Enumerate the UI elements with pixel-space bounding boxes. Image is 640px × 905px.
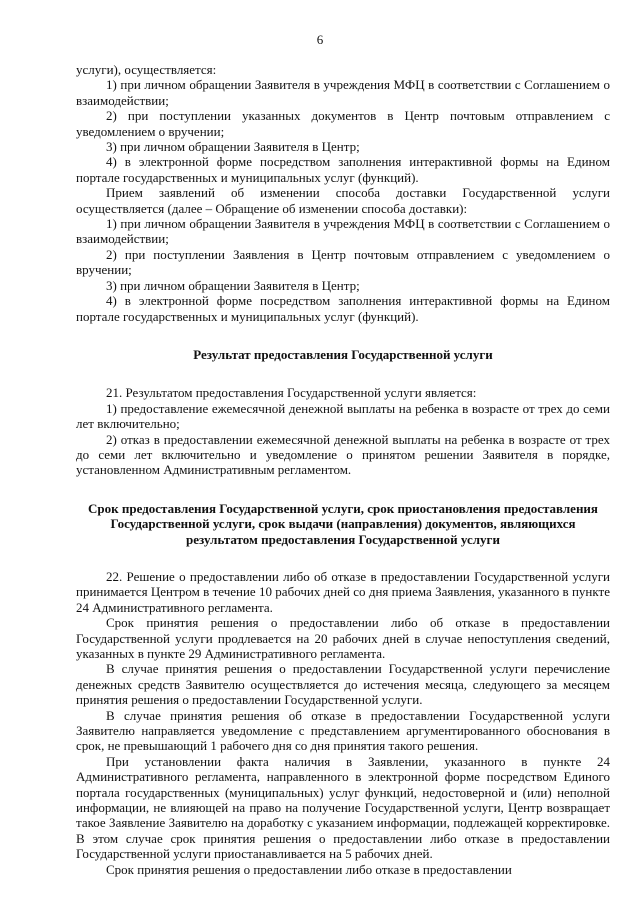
paragraph: 3) при личном обращении Заявителя в Центр; (106, 139, 360, 155)
paragraph: Прием заявлений об изменении способа доставки Государственной услуги осуществляется (далее – Обращение об изменении способа доставки): (76, 185, 610, 216)
paragraph: 2) при поступлении указанных документов в Центр почтовым отправлением с уведомлением о вручении; (76, 108, 610, 139)
paragraph: 21. Результатом предоставления Государственной услуги является: (106, 385, 477, 401)
paragraph: В случае принятия решения о предоставлении Государственной услуги перечисление денежных средств Заявителю осуществляется до истечения месяца, следующего за месяцем принятия решения о предоставлении Государственной услуги. (76, 661, 610, 708)
heading-service-result: Результат предоставления Государственной услуги (193, 346, 493, 362)
section-submission-methods (76, 62, 610, 324)
paragraph: 2) при поступлении Заявления в Центр почтовым отправлением с уведомлением о вручении; (76, 246, 610, 278)
paragraph: 1) при личном обращении Заявителя в учреждения МФЦ в соответствии с Соглашением о взаимодействии; (76, 77, 610, 108)
paragraph: При установлении факта наличия в Заявлении, указанного в пункте 24 Административного регламента, направленного в электронной форме посредством Единого портала государственных (муниципальных) услуг функций, недостоверной и (или) неполной информации, не влияющей на право на получение Государственной услуги, Центр возвращает такое Заявление Заявителю на доработку с указанием информации, подлежащей корректировке. В этом случае срок принятия решения о предоставлении либо отказе в предоставлении Государственной услуги приостанавливается на 5 рабочих дней. (76, 753, 610, 862)
page-number: 6 (316, 32, 324, 47)
section-service-term (76, 569, 610, 877)
paragraph: В случае принятия решения об отказе в предоставлении Государственной услуги Заявителю направляется уведомление с представлением аргументированного обоснования в срок, не превышающий 1 рабочего дня со дня принятия такого решения. (76, 707, 610, 754)
document-body (76, 62, 610, 877)
paragraph: 1) предоставление ежемесячной денежной выплаты на ребенка в возрасте от трех до семи лет включительно; (76, 400, 610, 432)
paragraph: 22. Решение о предоставлении либо об отказе в предоставлении Государственной услуги принимается Центром в течение 10 рабочих дней со дня приема Заявления, указанного в пункте 24 Административного регламента. (76, 568, 610, 615)
paragraph: Срок принятия решения о предоставлении либо об отказе в предоставлении Государственной услуги продлевается на 20 рабочих дней в случае непоступления сведений, указанных в пункте 29 Административного регламента. (76, 615, 610, 661)
paragraph: 1) при личном обращении Заявителя в учреждения МФЦ в соответствии с Соглашением о взаимодействии; (76, 216, 610, 247)
section-service-result (76, 385, 610, 477)
paragraph: 3) при личном обращении Заявителя в Центр; (106, 277, 360, 293)
paragraph: Срок принятия решения о предоставлении либо отказе в предоставлении (106, 861, 512, 877)
paragraph: 4) в электронной форме посредством заполнения интерактивной формы на Едином портале государственных и муниципальных услуг (функций). (76, 154, 610, 185)
paragraph: 2) отказ в предоставлении ежемесячной денежной выплаты на ребенка в возрасте от трех до семи лет включительно и уведомление о принятом решении Заявителя в порядке, установленном Административным регламентом. (76, 431, 610, 478)
paragraph: услуги), осуществляется: (76, 62, 217, 77)
heading-service-term: Срок предоставления Государственной услуги, срок приостановления предоставления Государственной услуги, срок выдачи (направления) документов, являющихся результатом предоставления Государственной услуги (88, 500, 598, 547)
paragraph: 4) в электронной форме посредством заполнения интерактивной формы на Едином портале государственных и муниципальных услуг (функций). (76, 293, 610, 324)
